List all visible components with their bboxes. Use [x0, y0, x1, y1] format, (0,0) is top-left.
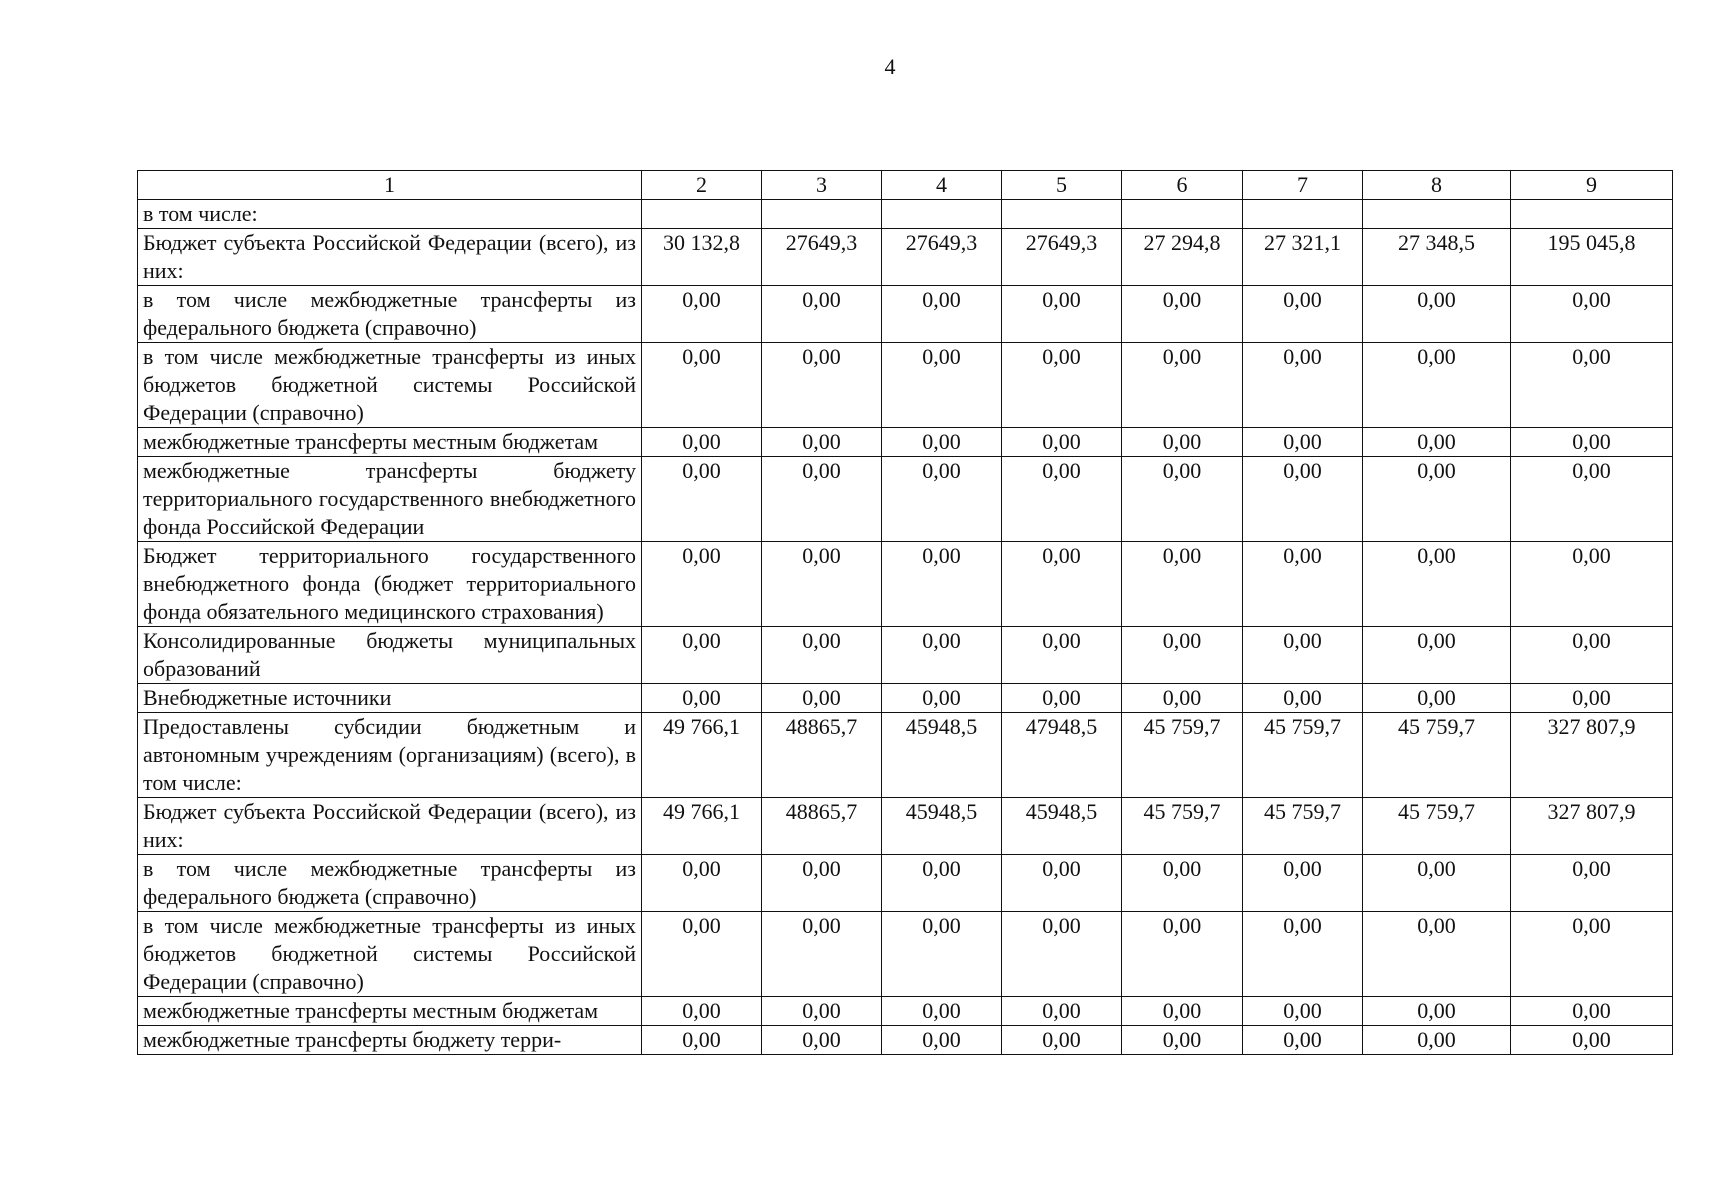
budget-table — [137, 170, 1673, 1055]
cell-value: 0,00 — [1002, 627, 1122, 684]
cell-value: 0,00 — [1363, 1026, 1511, 1055]
cell-value: 27649,3 — [1002, 229, 1122, 286]
table-row — [138, 229, 1673, 286]
cell-value: 45 759,7 — [1122, 713, 1243, 798]
cell-value: 0,00 — [1243, 1026, 1363, 1055]
cell-value — [642, 200, 762, 229]
cell-value: 45 759,7 — [1122, 798, 1243, 855]
cell-value: 0,00 — [1002, 457, 1122, 542]
cell-value: 0,00 — [1122, 912, 1243, 997]
cell-value: 48865,7 — [762, 713, 882, 798]
cell-value: 0,00 — [1243, 912, 1363, 997]
cell-value: 0,00 — [762, 684, 882, 713]
cell-value: 45 759,7 — [1363, 713, 1511, 798]
cell-value: 0,00 — [1243, 428, 1363, 457]
column-header: 8 — [1363, 171, 1511, 200]
table-body — [138, 200, 1673, 1055]
row-label: Бюджет территориального государственного внебюджетного фонда (бюджет территориального фонда обязательного медицинского страхования) — [138, 542, 642, 627]
table-row — [138, 912, 1673, 997]
cell-value: 0,00 — [1363, 457, 1511, 542]
cell-value — [1243, 200, 1363, 229]
cell-value: 0,00 — [882, 684, 1002, 713]
cell-value: 0,00 — [1002, 855, 1122, 912]
table-row — [138, 1026, 1673, 1055]
cell-value: 0,00 — [642, 428, 762, 457]
cell-value: 0,00 — [762, 343, 882, 428]
table-row — [138, 798, 1673, 855]
row-label: в том числе межбюджетные трансферты из федерального бюджета (справочно) — [138, 855, 642, 912]
cell-value: 0,00 — [642, 286, 762, 343]
cell-value: 0,00 — [1511, 627, 1673, 684]
cell-value — [882, 200, 1002, 229]
column-header: 4 — [882, 171, 1002, 200]
cell-value: 0,00 — [1002, 997, 1122, 1026]
table-header-row — [138, 171, 1673, 200]
cell-value: 0,00 — [1363, 684, 1511, 713]
cell-value: 0,00 — [1363, 855, 1511, 912]
cell-value: 0,00 — [1002, 428, 1122, 457]
cell-value: 0,00 — [1363, 912, 1511, 997]
cell-value: 0,00 — [882, 286, 1002, 343]
row-label: Бюджет субъекта Российской Федерации (всего), из них: — [138, 798, 642, 855]
cell-value: 0,00 — [642, 457, 762, 542]
cell-value: 0,00 — [762, 997, 882, 1026]
cell-value: 0,00 — [1243, 286, 1363, 343]
cell-value: 0,00 — [1122, 1026, 1243, 1055]
cell-value: 0,00 — [762, 912, 882, 997]
column-header: 2 — [642, 171, 762, 200]
cell-value: 0,00 — [882, 912, 1002, 997]
table-row — [138, 200, 1673, 229]
cell-value: 0,00 — [1122, 286, 1243, 343]
cell-value: 0,00 — [1363, 542, 1511, 627]
row-label: Консолидированные бюджеты муниципальных образований — [138, 627, 642, 684]
row-label: в том числе межбюджетные трансферты из иных бюджетов бюджетной системы Российской Федерации (справочно) — [138, 343, 642, 428]
column-header: 5 — [1002, 171, 1122, 200]
cell-value: 0,00 — [1363, 428, 1511, 457]
cell-value: 0,00 — [642, 343, 762, 428]
cell-value: 0,00 — [1511, 428, 1673, 457]
cell-value: 27 321,1 — [1243, 229, 1363, 286]
cell-value: 0,00 — [1002, 912, 1122, 997]
cell-value: 327 807,9 — [1511, 713, 1673, 798]
cell-value: 45948,5 — [882, 798, 1002, 855]
cell-value: 0,00 — [762, 542, 882, 627]
cell-value — [1511, 200, 1673, 229]
cell-value: 0,00 — [642, 1026, 762, 1055]
cell-value: 0,00 — [882, 428, 1002, 457]
cell-value: 0,00 — [1511, 997, 1673, 1026]
cell-value: 0,00 — [1122, 855, 1243, 912]
cell-value: 0,00 — [1511, 457, 1673, 542]
cell-value: 0,00 — [1002, 684, 1122, 713]
column-header: 3 — [762, 171, 882, 200]
cell-value: 0,00 — [1122, 627, 1243, 684]
cell-value: 0,00 — [1511, 343, 1673, 428]
cell-value: 45948,5 — [1002, 798, 1122, 855]
row-label: Внебюджетные источники — [138, 684, 642, 713]
cell-value: 0,00 — [882, 627, 1002, 684]
table-row — [138, 542, 1673, 627]
cell-value: 49 766,1 — [642, 798, 762, 855]
cell-value: 0,00 — [1511, 684, 1673, 713]
cell-value: 0,00 — [882, 855, 1002, 912]
cell-value: 0,00 — [1002, 286, 1122, 343]
cell-value: 47948,5 — [1002, 713, 1122, 798]
cell-value: 0,00 — [1511, 912, 1673, 997]
cell-value — [1122, 200, 1243, 229]
cell-value: 0,00 — [882, 997, 1002, 1026]
cell-value: 49 766,1 — [642, 713, 762, 798]
table-row — [138, 457, 1673, 542]
cell-value: 0,00 — [642, 912, 762, 997]
cell-value: 0,00 — [1122, 542, 1243, 627]
column-header: 9 — [1511, 171, 1673, 200]
cell-value: 0,00 — [1363, 343, 1511, 428]
cell-value: 195 045,8 — [1511, 229, 1673, 286]
cell-value: 0,00 — [762, 855, 882, 912]
row-label: в том числе: — [138, 200, 642, 229]
cell-value: 0,00 — [1243, 684, 1363, 713]
cell-value: 0,00 — [1243, 997, 1363, 1026]
table-row — [138, 343, 1673, 428]
cell-value: 45 759,7 — [1363, 798, 1511, 855]
cell-value — [762, 200, 882, 229]
cell-value: 0,00 — [882, 1026, 1002, 1055]
row-label: в том числе межбюджетные трансферты из иных бюджетов бюджетной системы Российской Федерации (справочно) — [138, 912, 642, 997]
cell-value: 0,00 — [1122, 428, 1243, 457]
cell-value: 0,00 — [642, 997, 762, 1026]
cell-value: 0,00 — [762, 428, 882, 457]
cell-value: 27 294,8 — [1122, 229, 1243, 286]
cell-value: 0,00 — [1243, 542, 1363, 627]
cell-value: 45 759,7 — [1243, 713, 1363, 798]
row-label: межбюджетные трансферты местным бюджетам — [138, 997, 642, 1026]
row-label: в том числе межбюджетные трансферты из федерального бюджета (справочно) — [138, 286, 642, 343]
cell-value: 0,00 — [1363, 997, 1511, 1026]
table-row — [138, 997, 1673, 1026]
cell-value: 0,00 — [1511, 286, 1673, 343]
row-label: межбюджетные трансферты местным бюджетам — [138, 428, 642, 457]
cell-value: 0,00 — [1122, 343, 1243, 428]
cell-value: 45948,5 — [882, 713, 1002, 798]
cell-value: 48865,7 — [762, 798, 882, 855]
column-header: 7 — [1243, 171, 1363, 200]
cell-value: 0,00 — [1122, 684, 1243, 713]
cell-value: 0,00 — [1122, 457, 1243, 542]
cell-value: 0,00 — [1243, 627, 1363, 684]
page-number: 4 — [884, 54, 896, 79]
cell-value: 0,00 — [762, 1026, 882, 1055]
cell-value: 327 807,9 — [1511, 798, 1673, 855]
cell-value: 0,00 — [882, 343, 1002, 428]
column-header: 6 — [1122, 171, 1243, 200]
cell-value: 0,00 — [642, 627, 762, 684]
cell-value: 0,00 — [1243, 457, 1363, 542]
cell-value: 0,00 — [642, 542, 762, 627]
row-label: Бюджет субъекта Российской Федерации (всего), из них: — [138, 229, 642, 286]
cell-value: 0,00 — [642, 855, 762, 912]
cell-value: 27 348,5 — [1363, 229, 1511, 286]
row-label: межбюджетные трансферты бюджету территориального государственного внебюджетного фонда Российской Федерации — [138, 457, 642, 542]
table-row — [138, 627, 1673, 684]
cell-value: 0,00 — [1511, 855, 1673, 912]
cell-value: 0,00 — [1511, 542, 1673, 627]
cell-value: 27649,3 — [762, 229, 882, 286]
table-row — [138, 428, 1673, 457]
cell-value: 0,00 — [1363, 286, 1511, 343]
cell-value: 0,00 — [1243, 343, 1363, 428]
cell-value: 0,00 — [1002, 542, 1122, 627]
cell-value: 0,00 — [1002, 343, 1122, 428]
table-row — [138, 684, 1673, 713]
cell-value: 30 132,8 — [642, 229, 762, 286]
cell-value: 0,00 — [642, 684, 762, 713]
cell-value: 0,00 — [762, 457, 882, 542]
cell-value: 0,00 — [882, 457, 1002, 542]
cell-value: 0,00 — [762, 627, 882, 684]
cell-value: 45 759,7 — [1243, 798, 1363, 855]
cell-value: 0,00 — [1002, 1026, 1122, 1055]
cell-value: 0,00 — [762, 286, 882, 343]
row-label: Предоставлены субсидии бюджетным и автономным учреждениям (организациям) (всего), в том числе: — [138, 713, 642, 798]
cell-value: 0,00 — [882, 542, 1002, 627]
cell-value: 0,00 — [1363, 627, 1511, 684]
cell-value: 0,00 — [1243, 855, 1363, 912]
cell-value: 27649,3 — [882, 229, 1002, 286]
table-row — [138, 855, 1673, 912]
cell-value — [1002, 200, 1122, 229]
table-row — [138, 286, 1673, 343]
cell-value: 0,00 — [1511, 1026, 1673, 1055]
cell-value: 0,00 — [1122, 997, 1243, 1026]
table-row — [138, 713, 1673, 798]
row-label: межбюджетные трансферты бюджету терри- — [138, 1026, 642, 1055]
cell-value — [1363, 200, 1511, 229]
column-header: 1 — [138, 171, 642, 200]
